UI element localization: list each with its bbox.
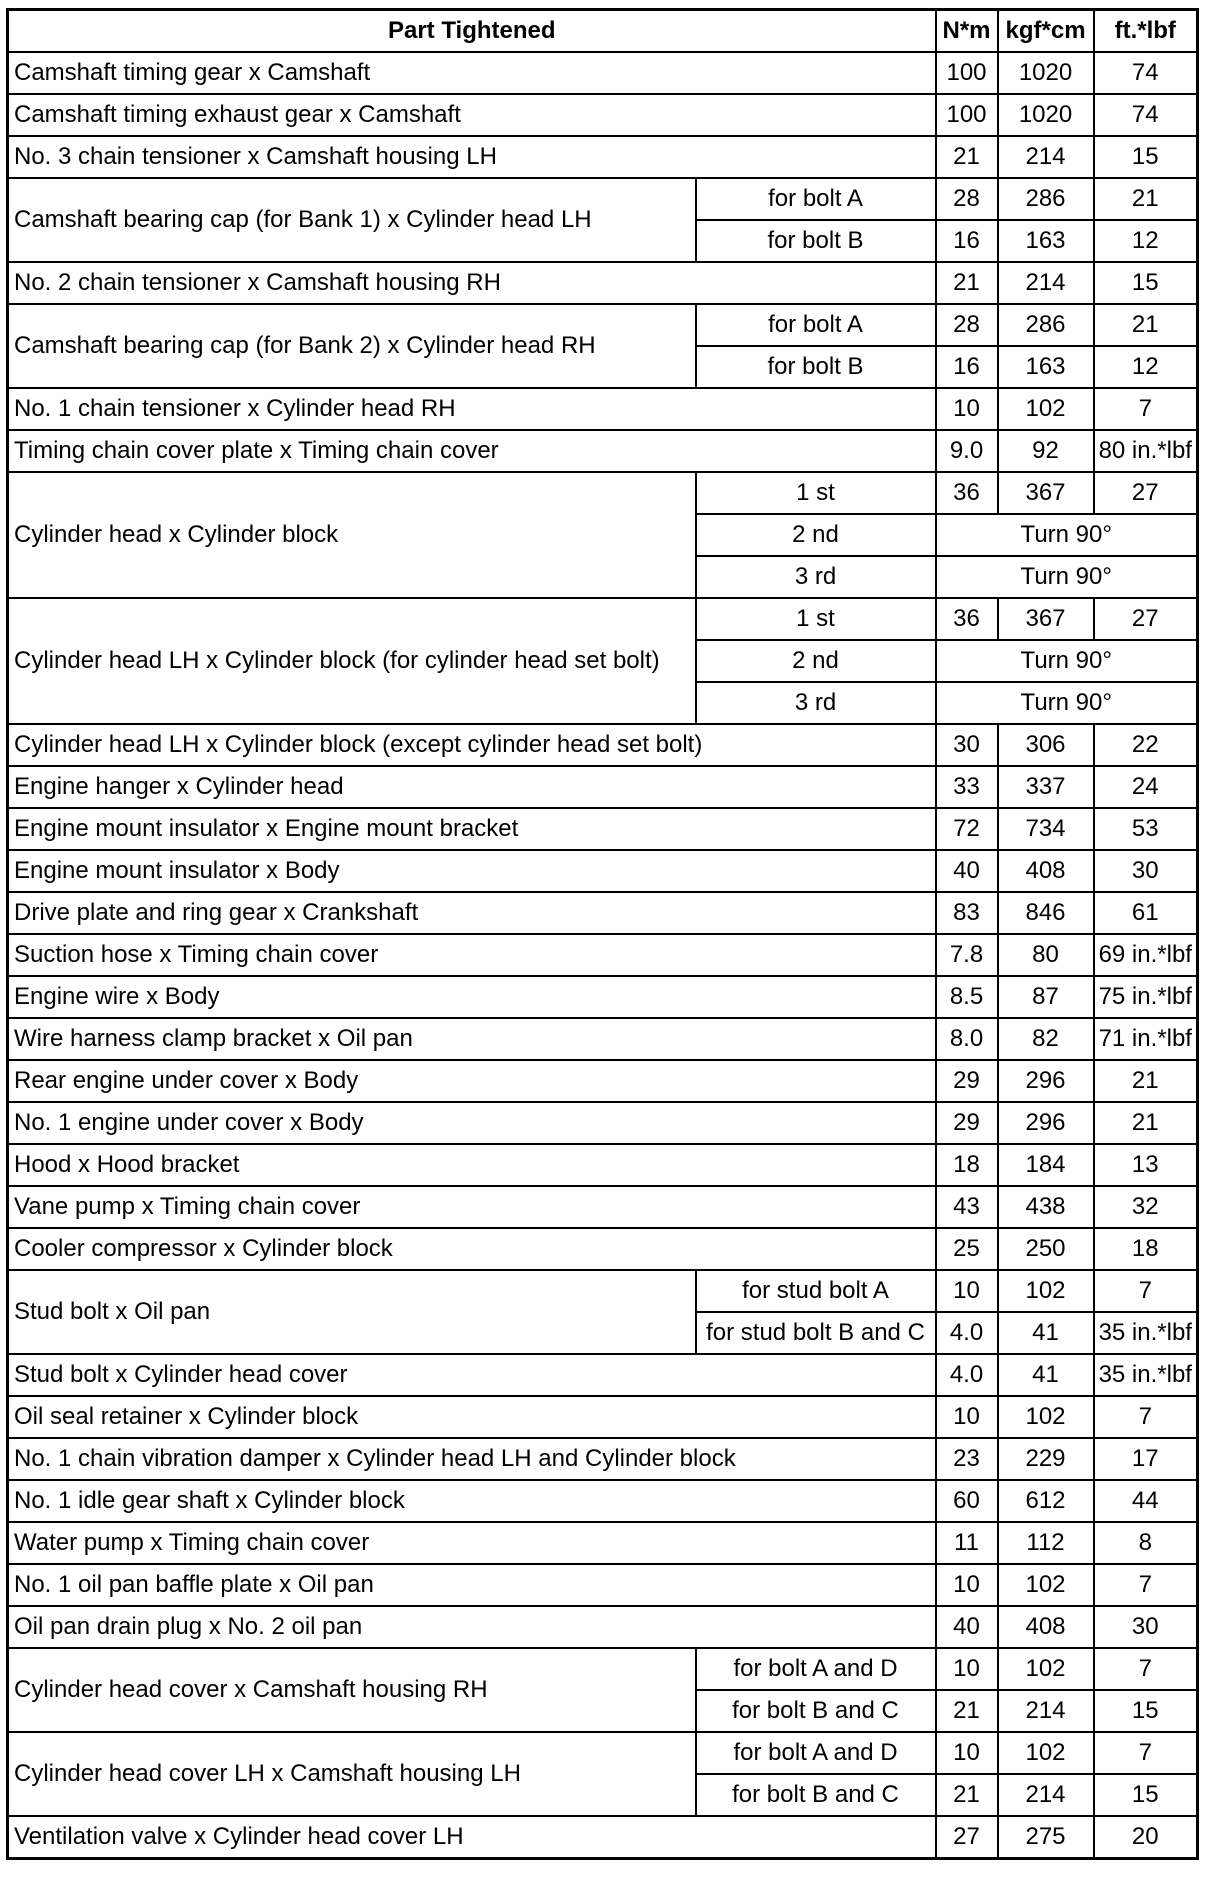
table-row [8, 1438, 1198, 1480]
torque-ftlbf-cell: 74 [1094, 52, 1198, 94]
torque-nm-cell: 21 [936, 262, 998, 304]
torque-nm-cell: 29 [936, 1060, 998, 1102]
torque-kgfcm-cell: 229 [998, 1438, 1094, 1480]
table-row [8, 850, 1198, 892]
torque-ftlbf-cell: 15 [1094, 1774, 1198, 1816]
part-name-cell: No. 1 idle gear shaft x Cylinder block [8, 1480, 936, 1522]
torque-nm-cell: 16 [936, 220, 998, 262]
table-header-row [8, 10, 1198, 53]
torque-kgfcm-cell: 250 [998, 1228, 1094, 1270]
torque-kgfcm-cell: 112 [998, 1522, 1094, 1564]
torque-nm-cell: 100 [936, 94, 998, 136]
torque-kgfcm-cell: 612 [998, 1480, 1094, 1522]
header-part-tightened: Part Tightened [8, 10, 936, 53]
torque-kgfcm-cell: 214 [998, 262, 1094, 304]
torque-kgfcm-cell: 102 [998, 1270, 1094, 1312]
part-name-cell: Water pump x Timing chain cover [8, 1522, 936, 1564]
table-row [8, 766, 1198, 808]
torque-kgfcm-cell: 286 [998, 304, 1094, 346]
part-name-cell: Hood x Hood bracket [8, 1144, 936, 1186]
torque-kgfcm-cell: 275 [998, 1816, 1094, 1859]
part-name-cell: Drive plate and ring gear x Crankshaft [8, 892, 936, 934]
torque-ftlbf-cell: 17 [1094, 1438, 1198, 1480]
torque-ftlbf-cell: 32 [1094, 1186, 1198, 1228]
torque-ftlbf-cell: 7 [1094, 1648, 1198, 1690]
torque-ftlbf-cell: 7 [1094, 1564, 1198, 1606]
table-row [8, 976, 1198, 1018]
torque-ftlbf-cell: 53 [1094, 808, 1198, 850]
torque-kgfcm-cell: 337 [998, 766, 1094, 808]
part-name-cell: Timing chain cover plate x Timing chain cover [8, 430, 936, 472]
part-name-cell: No. 3 chain tensioner x Camshaft housing LH [8, 136, 936, 178]
part-name-cell: Engine hanger x Cylinder head [8, 766, 936, 808]
table-row [8, 94, 1198, 136]
torque-ftlbf-cell: 7 [1094, 388, 1198, 430]
torque-nm-cell: 40 [936, 850, 998, 892]
torque-ftlbf-cell: 74 [1094, 94, 1198, 136]
torque-nm-cell: 83 [936, 892, 998, 934]
header-kgfcm: kgf*cm [998, 10, 1094, 53]
torque-kgfcm-cell: 214 [998, 1690, 1094, 1732]
condition-cell: 1 st [696, 472, 936, 514]
torque-kgfcm-cell: 41 [998, 1312, 1094, 1354]
torque-nm-cell: 18 [936, 1144, 998, 1186]
torque-kgfcm-cell: 184 [998, 1144, 1094, 1186]
table-row [8, 1816, 1198, 1859]
table-row [8, 934, 1198, 976]
torque-kgfcm-cell: 87 [998, 976, 1094, 1018]
torque-ftlbf-cell: 24 [1094, 766, 1198, 808]
torque-ftlbf-cell: 20 [1094, 1816, 1198, 1859]
torque-kgfcm-cell: 102 [998, 1648, 1094, 1690]
torque-nm-cell: 30 [936, 724, 998, 766]
header-ftlbf: ft.*lbf [1094, 10, 1198, 53]
part-name-cell: No. 1 chain vibration damper x Cylinder head LH and Cylinder block [8, 1438, 936, 1480]
torque-nm-cell: 21 [936, 1690, 998, 1732]
torque-ftlbf-cell: 21 [1094, 1102, 1198, 1144]
torque-ftlbf-cell: 71 in.*lbf [1094, 1018, 1198, 1060]
turn-angle-cell: Turn 90° [936, 682, 1198, 724]
torque-ftlbf-cell: 30 [1094, 850, 1198, 892]
torque-ftlbf-cell: 44 [1094, 1480, 1198, 1522]
torque-nm-cell: 23 [936, 1438, 998, 1480]
condition-cell: for bolt A [696, 304, 936, 346]
part-name-cell: Camshaft bearing cap (for Bank 1) x Cylinder head LH [8, 178, 696, 262]
table-row [8, 1396, 1198, 1438]
torque-ftlbf-cell: 69 in.*lbf [1094, 934, 1198, 976]
condition-cell: for bolt B [696, 346, 936, 388]
torque-kgfcm-cell: 1020 [998, 94, 1094, 136]
torque-ftlbf-cell: 35 in.*lbf [1094, 1312, 1198, 1354]
torque-ftlbf-cell: 22 [1094, 724, 1198, 766]
table-row [8, 892, 1198, 934]
torque-nm-cell: 33 [936, 766, 998, 808]
torque-nm-cell: 27 [936, 1816, 998, 1859]
torque-kgfcm-cell: 163 [998, 220, 1094, 262]
torque-kgfcm-cell: 214 [998, 136, 1094, 178]
torque-kgfcm-cell: 306 [998, 724, 1094, 766]
turn-angle-cell: Turn 90° [936, 556, 1198, 598]
part-name-cell: Cylinder head cover x Camshaft housing RH [8, 1648, 696, 1732]
torque-kgfcm-cell: 214 [998, 1774, 1094, 1816]
part-name-cell: Suction hose x Timing chain cover [8, 934, 936, 976]
torque-ftlbf-cell: 12 [1094, 220, 1198, 262]
table-row [8, 430, 1198, 472]
torque-kgfcm-cell: 408 [998, 850, 1094, 892]
torque-ftlbf-cell: 27 [1094, 472, 1198, 514]
part-name-cell: Oil seal retainer x Cylinder block [8, 1396, 936, 1438]
torque-ftlbf-cell: 15 [1094, 1690, 1198, 1732]
table-row [8, 1480, 1198, 1522]
condition-cell: for bolt A [696, 178, 936, 220]
torque-kgfcm-cell: 286 [998, 178, 1094, 220]
table-row [8, 1102, 1198, 1144]
torque-nm-cell: 28 [936, 304, 998, 346]
part-name-cell: Engine mount insulator x Body [8, 850, 936, 892]
torque-kgfcm-cell: 82 [998, 1018, 1094, 1060]
torque-ftlbf-cell: 61 [1094, 892, 1198, 934]
torque-nm-cell: 9.0 [936, 430, 998, 472]
part-name-cell: Cylinder head cover LH x Camshaft housing LH [8, 1732, 696, 1816]
table-row [8, 1354, 1198, 1396]
torque-nm-cell: 10 [936, 388, 998, 430]
torque-nm-cell: 10 [936, 1564, 998, 1606]
condition-cell: for bolt B and C [696, 1690, 936, 1732]
torque-ftlbf-cell: 18 [1094, 1228, 1198, 1270]
torque-kgfcm-cell: 92 [998, 430, 1094, 472]
part-name-cell: Stud bolt x Oil pan [8, 1270, 696, 1354]
torque-nm-cell: 21 [936, 1774, 998, 1816]
table-row [8, 724, 1198, 766]
torque-ftlbf-cell: 15 [1094, 136, 1198, 178]
torque-ftlbf-cell: 15 [1094, 262, 1198, 304]
table-row [8, 1732, 1198, 1774]
torque-nm-cell: 10 [936, 1732, 998, 1774]
table-row [8, 598, 1198, 640]
condition-cell: for stud bolt B and C [696, 1312, 936, 1354]
torque-kgfcm-cell: 1020 [998, 52, 1094, 94]
torque-ftlbf-cell: 21 [1094, 178, 1198, 220]
part-name-cell: Ventilation valve x Cylinder head cover LH [8, 1816, 936, 1859]
torque-nm-cell: 43 [936, 1186, 998, 1228]
torque-specification-table [6, 8, 1199, 1860]
part-name-cell: Oil pan drain plug x No. 2 oil pan [8, 1606, 936, 1648]
torque-ftlbf-cell: 21 [1094, 304, 1198, 346]
torque-ftlbf-cell: 75 in.*lbf [1094, 976, 1198, 1018]
turn-angle-cell: Turn 90° [936, 514, 1198, 556]
torque-nm-cell: 4.0 [936, 1354, 998, 1396]
torque-nm-cell: 10 [936, 1396, 998, 1438]
part-name-cell: Cylinder head LH x Cylinder block (for cylinder head set bolt) [8, 598, 696, 724]
torque-kgfcm-cell: 41 [998, 1354, 1094, 1396]
table-row [8, 136, 1198, 178]
table-row [8, 178, 1198, 220]
condition-cell: 2 nd [696, 640, 936, 682]
torque-nm-cell: 11 [936, 1522, 998, 1564]
part-name-cell: No. 1 engine under cover x Body [8, 1102, 936, 1144]
torque-ftlbf-cell: 21 [1094, 1060, 1198, 1102]
torque-kgfcm-cell: 734 [998, 808, 1094, 850]
torque-kgfcm-cell: 80 [998, 934, 1094, 976]
part-name-cell: Camshaft timing exhaust gear x Camshaft [8, 94, 936, 136]
condition-cell: for bolt A and D [696, 1732, 936, 1774]
part-name-cell: Cooler compressor x Cylinder block [8, 1228, 936, 1270]
torque-nm-cell: 7.8 [936, 934, 998, 976]
torque-ftlbf-cell: 7 [1094, 1732, 1198, 1774]
torque-ftlbf-cell: 27 [1094, 598, 1198, 640]
condition-cell: for stud bolt A [696, 1270, 936, 1312]
torque-ftlbf-cell: 13 [1094, 1144, 1198, 1186]
condition-cell: for bolt B [696, 220, 936, 262]
part-name-cell: Cylinder head LH x Cylinder block (except cylinder head set bolt) [8, 724, 936, 766]
torque-nm-cell: 10 [936, 1648, 998, 1690]
part-name-cell: Camshaft timing gear x Camshaft [8, 52, 936, 94]
torque-ftlbf-cell: 12 [1094, 346, 1198, 388]
table-row [8, 388, 1198, 430]
condition-cell: for bolt B and C [696, 1774, 936, 1816]
table-row [8, 1186, 1198, 1228]
torque-nm-cell: 40 [936, 1606, 998, 1648]
table-row [8, 1564, 1198, 1606]
torque-nm-cell: 4.0 [936, 1312, 998, 1354]
torque-kgfcm-cell: 102 [998, 388, 1094, 430]
torque-nm-cell: 72 [936, 808, 998, 850]
table-row [8, 1522, 1198, 1564]
torque-kgfcm-cell: 102 [998, 1396, 1094, 1438]
table-row [8, 1060, 1198, 1102]
torque-nm-cell: 60 [936, 1480, 998, 1522]
torque-ftlbf-cell: 30 [1094, 1606, 1198, 1648]
part-name-cell: Camshaft bearing cap (for Bank 2) x Cylinder head RH [8, 304, 696, 388]
table-row [8, 1144, 1198, 1186]
part-name-cell: No. 1 chain tensioner x Cylinder head RH [8, 388, 936, 430]
table-row [8, 1228, 1198, 1270]
torque-ftlbf-cell: 80 in.*lbf [1094, 430, 1198, 472]
part-name-cell: Stud bolt x Cylinder head cover [8, 1354, 936, 1396]
torque-kgfcm-cell: 296 [998, 1102, 1094, 1144]
condition-cell: for bolt A and D [696, 1648, 936, 1690]
torque-nm-cell: 36 [936, 472, 998, 514]
torque-ftlbf-cell: 7 [1094, 1270, 1198, 1312]
turn-angle-cell: Turn 90° [936, 640, 1198, 682]
part-name-cell: Cylinder head x Cylinder block [8, 472, 696, 598]
table-row [8, 1018, 1198, 1060]
condition-cell: 2 nd [696, 514, 936, 556]
condition-cell: 1 st [696, 598, 936, 640]
torque-nm-cell: 10 [936, 1270, 998, 1312]
torque-nm-cell: 8.0 [936, 1018, 998, 1060]
torque-nm-cell: 21 [936, 136, 998, 178]
part-name-cell: Engine wire x Body [8, 976, 936, 1018]
condition-cell: 3 rd [696, 682, 936, 724]
torque-kgfcm-cell: 296 [998, 1060, 1094, 1102]
condition-cell: 3 rd [696, 556, 936, 598]
torque-ftlbf-cell: 7 [1094, 1396, 1198, 1438]
torque-kgfcm-cell: 846 [998, 892, 1094, 934]
table-row [8, 1270, 1198, 1312]
table-body [8, 52, 1198, 1859]
torque-nm-cell: 28 [936, 178, 998, 220]
table-row [8, 808, 1198, 850]
torque-ftlbf-cell: 8 [1094, 1522, 1198, 1564]
part-name-cell: No. 1 oil pan baffle plate x Oil pan [8, 1564, 936, 1606]
table-row [8, 52, 1198, 94]
table-row [8, 304, 1198, 346]
table-row [8, 472, 1198, 514]
torque-kgfcm-cell: 102 [998, 1732, 1094, 1774]
torque-nm-cell: 25 [936, 1228, 998, 1270]
torque-kgfcm-cell: 367 [998, 598, 1094, 640]
part-name-cell: Wire harness clamp bracket x Oil pan [8, 1018, 936, 1060]
part-name-cell: No. 2 chain tensioner x Camshaft housing RH [8, 262, 936, 304]
torque-ftlbf-cell: 35 in.*lbf [1094, 1354, 1198, 1396]
torque-kgfcm-cell: 102 [998, 1564, 1094, 1606]
torque-kgfcm-cell: 163 [998, 346, 1094, 388]
torque-nm-cell: 36 [936, 598, 998, 640]
part-name-cell: Vane pump x Timing chain cover [8, 1186, 936, 1228]
torque-kgfcm-cell: 408 [998, 1606, 1094, 1648]
torque-kgfcm-cell: 367 [998, 472, 1094, 514]
part-name-cell: Rear engine under cover x Body [8, 1060, 936, 1102]
torque-kgfcm-cell: 438 [998, 1186, 1094, 1228]
part-name-cell: Engine mount insulator x Engine mount bracket [8, 808, 936, 850]
table-row [8, 262, 1198, 304]
table-row [8, 1606, 1198, 1648]
table-row [8, 1648, 1198, 1690]
torque-nm-cell: 8.5 [936, 976, 998, 1018]
torque-nm-cell: 29 [936, 1102, 998, 1144]
torque-nm-cell: 100 [936, 52, 998, 94]
torque-nm-cell: 16 [936, 346, 998, 388]
header-nm: N*m [936, 10, 998, 53]
